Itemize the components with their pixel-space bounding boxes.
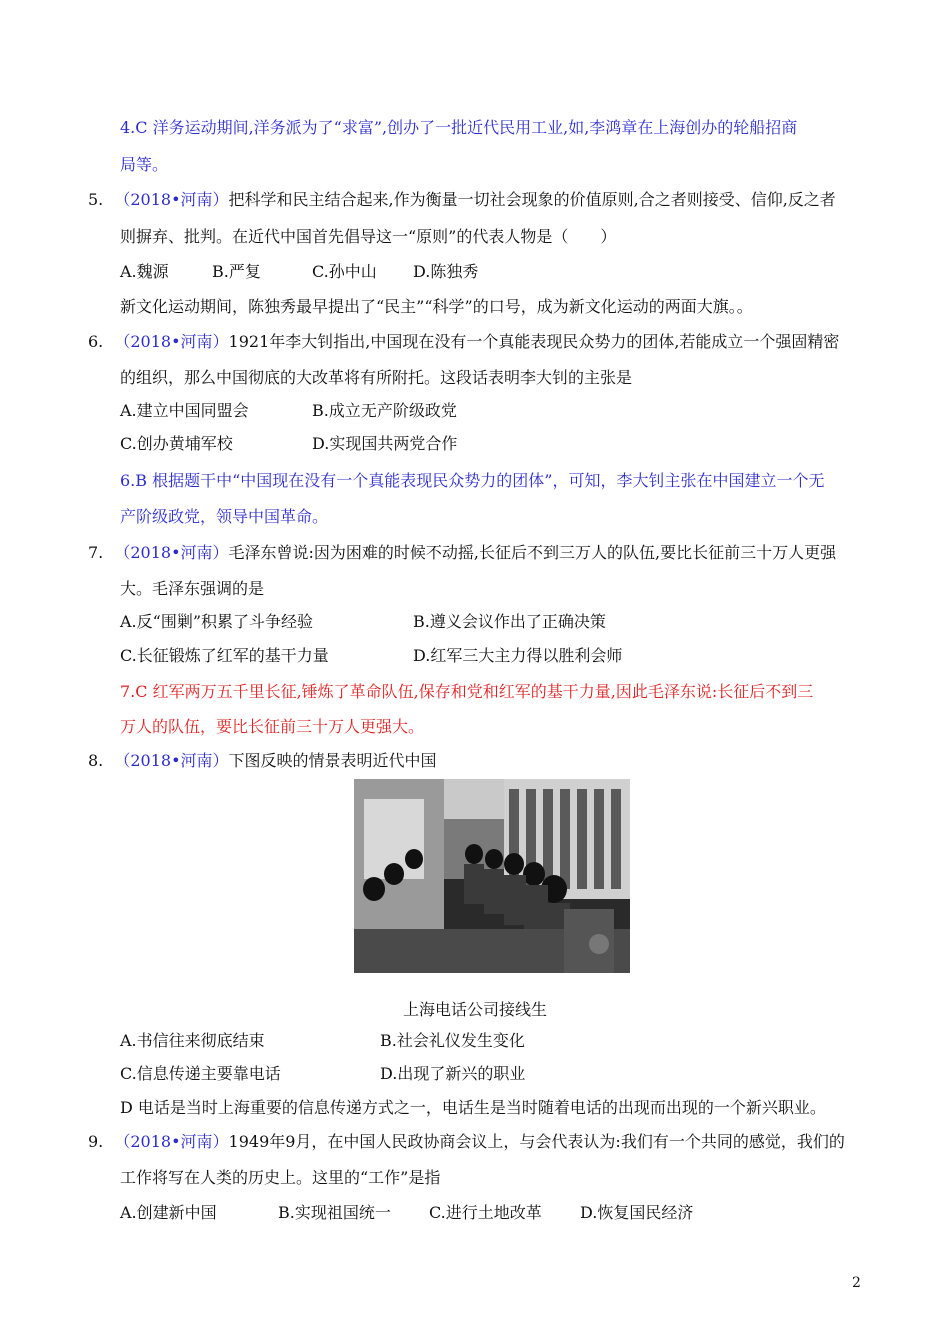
q8-text-line1: 下图反映的情景表明近代中国	[228, 751, 437, 770]
q7-source: （2018•河南）	[114, 543, 229, 562]
q8-question	[88, 751, 437, 771]
telephone-operators-photo	[354, 779, 630, 973]
q6-answer-line1: 6.B 根据题干中“中国现在没有一个真能表现民众势力的团体”，可知，李大钊主张在中国建立一个无	[120, 471, 825, 490]
q5-source: （2018•河南）	[114, 190, 229, 209]
q9-option-d: D.恢复国民经济	[580, 1203, 694, 1222]
q6-option-a: A.建立中国同盟会	[120, 401, 249, 420]
q9-option-a: A.创建新中国	[120, 1203, 217, 1222]
q6-text-line1: 1921年李大钊指出,中国现在没有一个真能表现民众势力的团体,若能成立一个强固精密	[228, 332, 840, 351]
q6-option-d: D.实现国共两党合作	[312, 434, 458, 453]
q7-number: 7.	[88, 543, 104, 562]
q5-text-line2: 则摒弃、批判。在近代中国首先倡导这一“原则”的代表人物是（ ）	[120, 227, 617, 246]
q9-option-c: C.进行土地改革	[429, 1203, 542, 1222]
q9-question	[88, 1132, 845, 1152]
photo-caption: 上海电话公司接线生	[402, 1000, 547, 1019]
q7-option-c: C.长征锻炼了红军的基干力量	[120, 646, 329, 665]
q9-option-b: B.实现祖国统一	[278, 1203, 391, 1222]
q7-option-b: B.遵义会议作出了正确决策	[413, 612, 606, 631]
q9-number: 9.	[88, 1132, 104, 1151]
q5-number: 5.	[88, 190, 104, 209]
q8-number: 8.	[88, 751, 104, 770]
q7-question	[88, 543, 836, 563]
q9-source: （2018•河南）	[114, 1132, 229, 1151]
q8-option-a: A.书信往来彻底结束	[120, 1031, 265, 1050]
q7-answer-line1: 7.C 红军两万五千里长征,锤炼了革命队伍,保存和党和红军的基干力量,因此毛泽东说:长征后不到三	[120, 682, 814, 701]
page-number: 2	[852, 1275, 861, 1291]
q8-option-b: B.社会礼仪发生变化	[380, 1031, 525, 1050]
q7-text-line2: 大。毛泽东强调的是	[120, 579, 265, 598]
q7-answer-line2: 万人的队伍，要比长征前三十万人更强大。	[120, 717, 425, 736]
q9-text-line2: 工作将写在人类的历史上。这里的“工作”是指	[120, 1168, 441, 1187]
q6-source: （2018•河南）	[114, 332, 229, 351]
q5-option-d: D.陈独秀	[413, 262, 479, 281]
q8-option-c: C.信息传递主要靠电话	[120, 1064, 281, 1083]
q5-option-a: A.魏源	[120, 262, 169, 281]
q7-option-d: D.红军三大主力得以胜利会师	[413, 646, 623, 665]
q6-answer-line2: 产阶级政党，领导中国革命。	[120, 507, 329, 526]
q6-number: 6.	[88, 332, 104, 351]
q5-option-c: C.孙中山	[312, 262, 377, 281]
q9-text-line1: 1949年9月，在中国人民政协商会议上，与会代表认为:我们有一个共同的感觉，我们的	[228, 1132, 845, 1151]
q6-option-c: C.创办黄埔军校	[120, 434, 233, 453]
q6-question	[88, 332, 839, 352]
q8-option-d: D.出现了新兴的职业	[380, 1064, 526, 1083]
q8-source: （2018•河南）	[114, 751, 229, 770]
q4-answer-line2: 局等。	[120, 155, 169, 174]
q5-text-line1: 把科学和民主结合起来,作为衡量一切社会现象的价值原则,合之者则接受、信仰,反之者	[228, 190, 836, 209]
q6-text-line2: 的组织，那么中国彻底的大改革将有所附托。这段话表明李大钊的主张是	[120, 368, 633, 387]
q7-option-a: A.反“围剿”积累了斗争经验	[120, 612, 314, 631]
q5-option-b: B.严复	[212, 262, 261, 281]
photo-illustration	[354, 779, 630, 973]
q6-option-b: B.成立无产阶级政党	[312, 401, 457, 420]
q5-question	[88, 190, 836, 210]
q7-text-line1: 毛泽东曾说:因为困难的时候不动摇,长征后不到三万人的队伍,要比长征前三十万人更强	[228, 543, 837, 562]
q5-answer: 新文化运动期间，陈独秀最早提出了“民主”“科学”的口号，成为新文化运动的两面大旗。。	[120, 297, 753, 316]
q8-answer: D 电话是当时上海重要的信息传递方式之一，电话生是当时随着电话的出现而出现的一个新兴职业。	[120, 1098, 826, 1117]
q4-answer-line1: 4.C 洋务运动期间,洋务派为了“求富”,创办了一批近代民用工业,如,李鸿章在上海创办的轮船招商	[120, 118, 798, 137]
